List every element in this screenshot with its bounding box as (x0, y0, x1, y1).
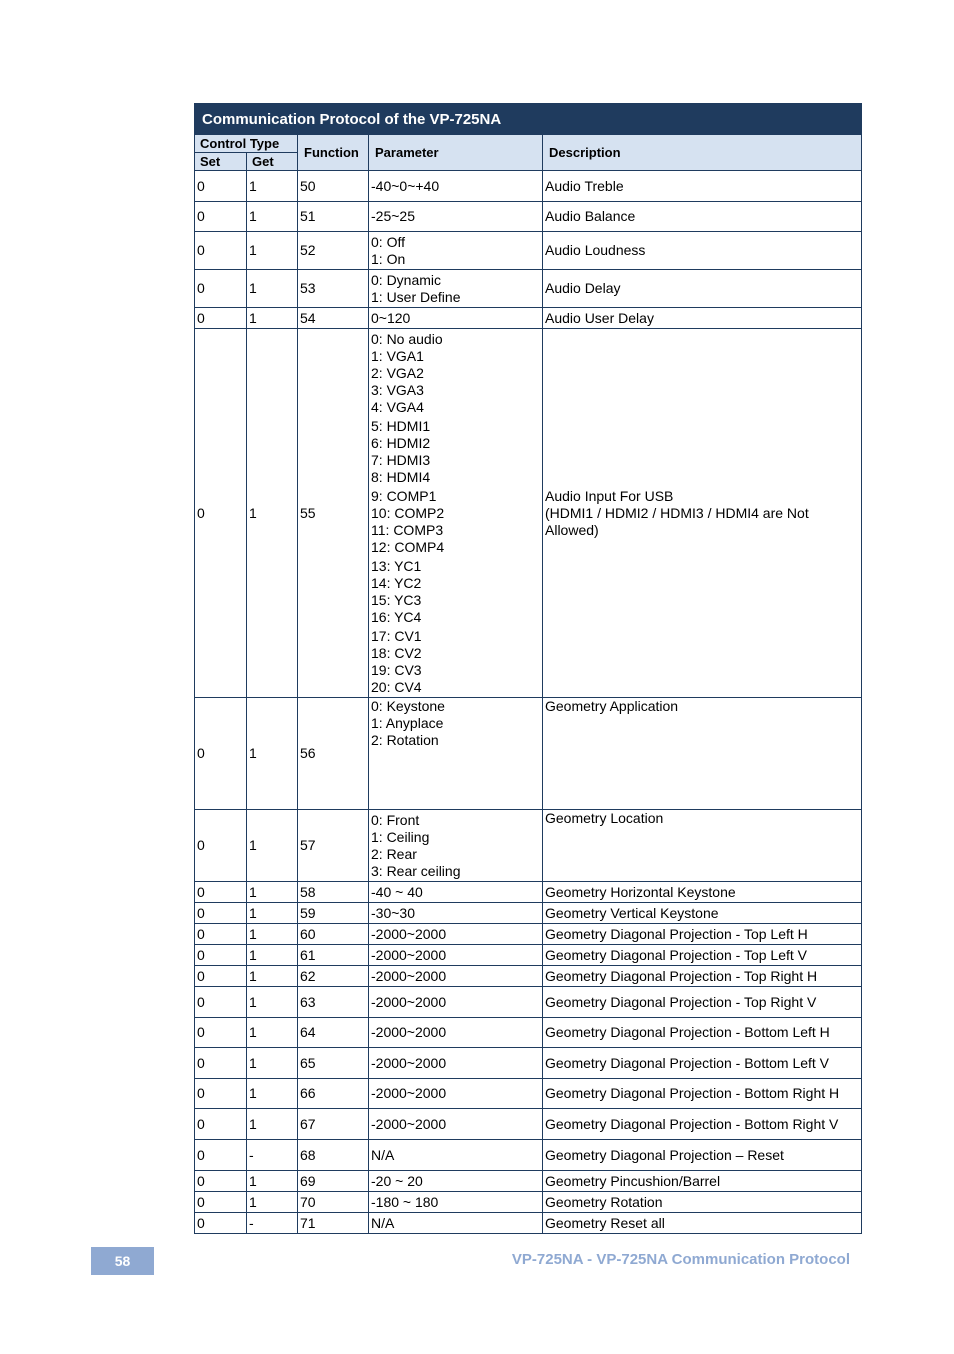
cell-parameter (369, 945, 543, 966)
parameter-line: 0~120 (371, 309, 411, 326)
cell-description (543, 945, 862, 966)
cell-parameter (369, 924, 543, 945)
parameter-line: 19: CV3 (371, 661, 422, 678)
table-row (195, 945, 862, 966)
parameter-line: 12: COMP4 (371, 538, 445, 555)
cell-function: 55 (298, 329, 369, 698)
parameter-line: -2000~2000 (371, 1024, 447, 1040)
parameter-line: -2000~2000 (371, 1054, 447, 1071)
cell-get: 1 (247, 698, 298, 810)
cell-function: 67 (298, 1109, 369, 1140)
description-line: Geometry Diagonal Projection - Top Left V (545, 946, 807, 963)
cell-description (543, 1192, 862, 1213)
cell-parameter (369, 308, 543, 329)
cell-description (543, 987, 862, 1018)
parameter-line: 9: COMP1 (371, 487, 437, 504)
parameter-line: 11: COMP3 (371, 521, 444, 538)
parameter-line: 0: Front (371, 811, 420, 828)
parameter-line: -2000~2000 (371, 967, 447, 984)
header-control-type: Control Type (195, 135, 298, 153)
cell-get: 1 (247, 1171, 298, 1192)
cell-description (543, 1018, 862, 1048)
parameter-line: 0: Dynamic (371, 271, 442, 288)
parameter-line: -25~25 (371, 208, 415, 224)
parameter-line: 4: VGA4 (371, 398, 424, 415)
cell-get: 1 (247, 945, 298, 966)
description-line: Geometry Diagonal Projection - Bottom Left V (545, 1054, 830, 1071)
table-row (195, 171, 862, 202)
table-title: Communication Protocol of the VP-725NA (195, 104, 862, 135)
description-line: Geometry Diagonal Projection - Bottom Left H (545, 1024, 830, 1040)
table-row (195, 1048, 862, 1079)
cell-function: 59 (298, 903, 369, 924)
cell-description (543, 1140, 862, 1171)
cell-get: 1 (247, 232, 298, 270)
cell-function: 62 (298, 966, 369, 987)
cell-parameter (369, 1140, 543, 1171)
cell-description (543, 202, 862, 232)
cell-set: 0 (195, 698, 247, 810)
cell-description (543, 1048, 862, 1079)
parameter-line: 2: Rear (371, 845, 417, 862)
parameter-line: 1: User Define (371, 288, 461, 305)
cell-description (543, 1079, 862, 1109)
cell-get: - (247, 1213, 298, 1234)
parameter-line: 1: Ceiling (371, 828, 430, 845)
cell-function: 61 (298, 945, 369, 966)
cell-get: 1 (247, 270, 298, 308)
table-row (195, 308, 862, 329)
cell-set: 0 (195, 987, 247, 1018)
cell-set: 0 (195, 924, 247, 945)
cell-set: 0 (195, 308, 247, 329)
cell-get: 1 (247, 810, 298, 882)
parameter-line: -2000~2000 (371, 925, 447, 942)
parameter-line: 16: YC4 (371, 608, 422, 625)
cell-description (543, 329, 862, 698)
cell-set: 0 (195, 1109, 247, 1140)
cell-description (543, 232, 862, 270)
cell-function: 54 (298, 308, 369, 329)
table-row (195, 232, 862, 270)
cell-get: 1 (247, 329, 298, 698)
cell-description (543, 810, 862, 882)
cell-get: 1 (247, 308, 298, 329)
cell-parameter (369, 329, 543, 698)
cell-set: 0 (195, 903, 247, 924)
cell-set: 0 (195, 1079, 247, 1109)
cell-parameter (369, 1018, 543, 1048)
parameter-group (371, 558, 540, 626)
cell-get: - (247, 1140, 298, 1171)
description-line: Audio Balance (545, 208, 636, 224)
parameter-line: 2: Rotation (371, 732, 439, 748)
table-row (195, 1140, 862, 1171)
cell-description (543, 966, 862, 987)
cell-function: 68 (298, 1140, 369, 1171)
table-row (195, 987, 862, 1018)
description-line: Geometry Rotation (545, 1193, 663, 1210)
table-row (195, 270, 862, 308)
description-line: Geometry Horizontal Keystone (545, 883, 736, 900)
cell-set: 0 (195, 171, 247, 202)
parameter-line: -2000~2000 (371, 1085, 447, 1101)
description-line: Audio Loudness (545, 242, 646, 258)
parameter-line: -40 ~ 40 (371, 883, 423, 900)
table-row (195, 1079, 862, 1109)
cell-function: 50 (298, 171, 369, 202)
parameter-line: 6: HDMI2 (371, 434, 431, 451)
cell-get: 1 (247, 924, 298, 945)
description-line: Geometry Diagonal Projection - Bottom Right H (545, 1085, 840, 1101)
parameter-line: -2000~2000 (371, 946, 447, 963)
parameter-line: -20 ~ 20 (371, 1172, 423, 1189)
cell-set: 0 (195, 882, 247, 903)
parameter-line: 1: On (371, 250, 406, 267)
cell-description (543, 1213, 862, 1234)
parameter-line: 7: HDMI3 (371, 451, 431, 468)
cell-parameter (369, 810, 543, 882)
cell-set: 0 (195, 945, 247, 966)
parameter-group (371, 418, 540, 486)
parameter-group (371, 628, 540, 696)
description-line: Geometry Diagonal Projection - Bottom Right V (545, 1115, 839, 1132)
cell-set: 0 (195, 1018, 247, 1048)
cell-parameter (369, 202, 543, 232)
cell-get: 1 (247, 1109, 298, 1140)
parameter-line: 18: CV2 (371, 644, 422, 661)
description-line: Audio Input For USB (545, 487, 674, 504)
header-function: Function (298, 135, 369, 171)
cell-set: 0 (195, 232, 247, 270)
parameter-line: 1: VGA1 (371, 347, 424, 364)
cell-function: 52 (298, 232, 369, 270)
description-line: Audio Delay (545, 280, 621, 296)
cell-set: 0 (195, 810, 247, 882)
cell-function: 60 (298, 924, 369, 945)
table-row (195, 810, 862, 882)
parameter-line: -2000~2000 (371, 1115, 447, 1132)
description-line: Geometry Diagonal Projection – Reset (545, 1146, 784, 1163)
cell-parameter (369, 1048, 543, 1079)
cell-set: 0 (195, 270, 247, 308)
cell-description (543, 1171, 862, 1192)
table-row (195, 1192, 862, 1213)
cell-function: 64 (298, 1018, 369, 1048)
protocol-table (194, 103, 862, 1234)
parameter-line: -180 ~ 180 (371, 1193, 439, 1210)
description-line: Geometry Location (545, 810, 664, 826)
cell-set: 0 (195, 1213, 247, 1234)
parameter-line: 0: Keystone (371, 698, 445, 714)
cell-description (543, 882, 862, 903)
cell-function: 56 (298, 698, 369, 810)
cell-parameter (369, 698, 543, 810)
parameter-group (371, 488, 540, 556)
parameter-line: 1: Anyplace (371, 715, 444, 731)
cell-description (543, 308, 862, 329)
parameter-line: -40~0~+40 (371, 177, 440, 194)
table-row (195, 1171, 862, 1192)
description-line: Geometry Application (545, 698, 679, 714)
cell-parameter (369, 270, 543, 308)
cell-description (543, 171, 862, 202)
cell-get: 1 (247, 882, 298, 903)
parameter-line: -30~30 (371, 904, 415, 921)
cell-function: 51 (298, 202, 369, 232)
cell-set: 0 (195, 1192, 247, 1213)
header-set: Set (195, 153, 247, 171)
parameter-line: 0: No audio (371, 330, 443, 347)
cell-get: 1 (247, 966, 298, 987)
table-row (195, 966, 862, 987)
description-line: Geometry Vertical Keystone (545, 904, 719, 921)
parameter-line: 0: Off (371, 233, 405, 250)
cell-function: 57 (298, 810, 369, 882)
parameter-line: 15: YC3 (371, 591, 422, 608)
parameter-line: 2: VGA2 (371, 364, 424, 381)
description-line: Geometry Reset all (545, 1214, 665, 1231)
cell-parameter (369, 966, 543, 987)
description-line: Geometry Diagonal Projection - Top Right H (545, 967, 818, 984)
page-number: 58 (91, 1247, 154, 1275)
parameter-line: 8: HDMI4 (371, 468, 431, 485)
cell-get: 1 (247, 987, 298, 1018)
description-line: (HDMI1 / HDMI2 / HDMI3 / HDMI4 are Not (545, 504, 809, 521)
cell-get: 1 (247, 1048, 298, 1079)
description-line: Allowed) (545, 521, 599, 538)
cell-parameter (369, 1109, 543, 1140)
footer-title: VP-725NA - VP-725NA Communication Protocol (511, 1251, 850, 1268)
description-line: Geometry Pincushion/Barrel (545, 1172, 721, 1189)
cell-set: 0 (195, 1140, 247, 1171)
cell-parameter (369, 171, 543, 202)
parameter-line: 10: COMP2 (371, 504, 445, 521)
cell-parameter (369, 903, 543, 924)
cell-description (543, 270, 862, 308)
table-row (195, 1018, 862, 1048)
cell-get: 1 (247, 1018, 298, 1048)
cell-parameter (369, 232, 543, 270)
parameter-group (371, 331, 540, 416)
header-get: Get (247, 153, 298, 171)
description-line: Geometry Diagonal Projection - Top Right V (545, 993, 817, 1010)
description-line: Audio Treble (545, 177, 624, 194)
cell-parameter (369, 1171, 543, 1192)
cell-function: 53 (298, 270, 369, 308)
cell-set: 0 (195, 1171, 247, 1192)
cell-parameter (369, 882, 543, 903)
cell-get: 1 (247, 903, 298, 924)
cell-description (543, 1109, 862, 1140)
cell-function: 66 (298, 1079, 369, 1109)
cell-get: 1 (247, 1192, 298, 1213)
cell-parameter (369, 987, 543, 1018)
cell-parameter (369, 1213, 543, 1234)
table-row (195, 1213, 862, 1234)
table-row (195, 329, 862, 698)
parameter-line: N/A (371, 1146, 395, 1163)
cell-description (543, 698, 862, 810)
description-line: Audio User Delay (545, 309, 654, 326)
header-parameter: Parameter (369, 135, 543, 171)
table-body (195, 171, 862, 1234)
parameter-line: -2000~2000 (371, 993, 447, 1010)
parameter-line: 14: YC2 (371, 574, 422, 591)
cell-function: 63 (298, 987, 369, 1018)
cell-description (543, 924, 862, 945)
table-row (195, 698, 862, 810)
cell-set: 0 (195, 1048, 247, 1079)
cell-set: 0 (195, 329, 247, 698)
cell-function: 58 (298, 882, 369, 903)
cell-parameter (369, 1079, 543, 1109)
cell-function: 70 (298, 1192, 369, 1213)
parameter-line: 13: YC1 (371, 557, 422, 574)
table-row (195, 882, 862, 903)
cell-function: 71 (298, 1213, 369, 1234)
description-line: Geometry Diagonal Projection - Top Left H (545, 925, 808, 942)
table-row (195, 202, 862, 232)
parameter-line: 3: Rear ceiling (371, 862, 461, 879)
header-description: Description (543, 135, 862, 171)
cell-function: 69 (298, 1171, 369, 1192)
parameter-line: 20: CV4 (371, 678, 422, 695)
cell-set: 0 (195, 966, 247, 987)
table-row (195, 924, 862, 945)
parameter-line: N/A (371, 1214, 395, 1231)
parameter-line: 17: CV1 (371, 627, 422, 644)
table-row (195, 903, 862, 924)
cell-set: 0 (195, 202, 247, 232)
parameter-line: 5: HDMI1 (371, 417, 431, 434)
cell-get: 1 (247, 202, 298, 232)
cell-get: 1 (247, 1079, 298, 1109)
parameter-line: 3: VGA3 (371, 381, 424, 398)
cell-description (543, 903, 862, 924)
cell-parameter (369, 1192, 543, 1213)
cell-function: 65 (298, 1048, 369, 1079)
cell-get: 1 (247, 171, 298, 202)
table-row (195, 1109, 862, 1140)
